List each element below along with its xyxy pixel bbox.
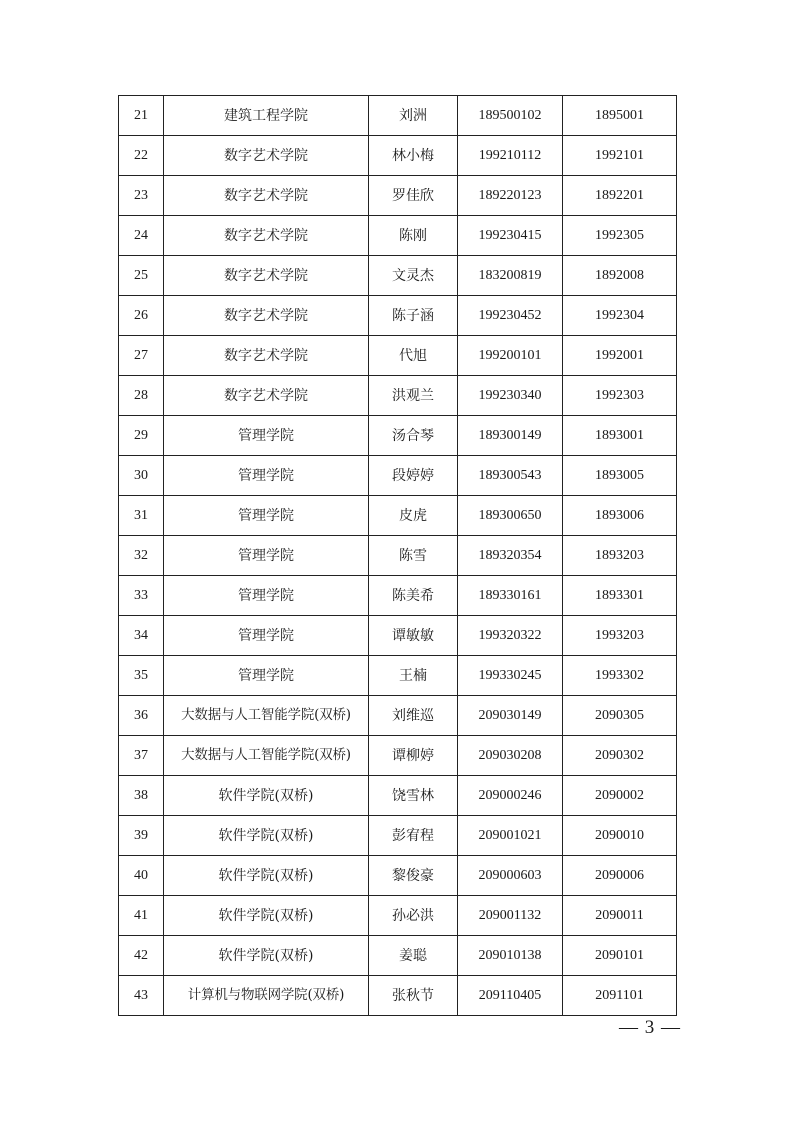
- student-name-cell: 文灵杰: [369, 256, 458, 296]
- student-id-cell: 189500102: [458, 96, 563, 136]
- table-row: [119, 896, 677, 936]
- student-name-cell: 陈刚: [369, 216, 458, 256]
- student-name-cell: 王楠: [369, 656, 458, 696]
- college-cell: 软件学院(双桥): [164, 936, 369, 976]
- table-row: [119, 416, 677, 456]
- student-id-cell: 189300650: [458, 496, 563, 536]
- student-name-cell: 陈子涵: [369, 296, 458, 336]
- college-cell: 计算机与物联网学院(双桥): [164, 976, 369, 1016]
- class-id-cell: 1992101: [563, 136, 677, 176]
- student-name-cell: 姜聪: [369, 936, 458, 976]
- table-row: [119, 496, 677, 536]
- college-cell: 管理学院: [164, 536, 369, 576]
- table-row: [119, 816, 677, 856]
- student-name-cell: 刘洲: [369, 96, 458, 136]
- table-row: [119, 776, 677, 816]
- class-id-cell: 1895001: [563, 96, 677, 136]
- college-cell: 数字艺术学院: [164, 136, 369, 176]
- table-row: [119, 976, 677, 1016]
- row-number-cell: 37: [119, 736, 164, 776]
- table-row: [119, 576, 677, 616]
- student-name-cell: 彭宥程: [369, 816, 458, 856]
- class-id-cell: 1992303: [563, 376, 677, 416]
- college-cell: 大数据与人工智能学院(双桥): [164, 696, 369, 736]
- row-number-cell: 39: [119, 816, 164, 856]
- class-id-cell: 2090011: [563, 896, 677, 936]
- table-row: [119, 656, 677, 696]
- student-name-cell: 汤合琴: [369, 416, 458, 456]
- row-number-cell: 41: [119, 896, 164, 936]
- table-row: [119, 296, 677, 336]
- student-name-cell: 陈美希: [369, 576, 458, 616]
- college-cell: 建筑工程学院: [164, 96, 369, 136]
- class-id-cell: 2090002: [563, 776, 677, 816]
- student-id-cell: 189220123: [458, 176, 563, 216]
- college-cell: 数字艺术学院: [164, 256, 369, 296]
- row-number-cell: 26: [119, 296, 164, 336]
- student-id-cell: 199200101: [458, 336, 563, 376]
- row-number-cell: 25: [119, 256, 164, 296]
- table-row: [119, 336, 677, 376]
- college-cell: 管理学院: [164, 656, 369, 696]
- student-id-cell: 199320322: [458, 616, 563, 656]
- college-cell: 软件学院(双桥): [164, 856, 369, 896]
- student-id-cell: 189320354: [458, 536, 563, 576]
- class-id-cell: 1993203: [563, 616, 677, 656]
- college-cell: 管理学院: [164, 416, 369, 456]
- student-name-cell: 刘维巡: [369, 696, 458, 736]
- page-number: — 3 —: [619, 1017, 681, 1038]
- student-id-cell: 199230415: [458, 216, 563, 256]
- student-id-cell: 209030149: [458, 696, 563, 736]
- student-id-cell: 209010138: [458, 936, 563, 976]
- student-name-cell: 饶雪林: [369, 776, 458, 816]
- student-name-cell: 谭敏敏: [369, 616, 458, 656]
- class-id-cell: 2090010: [563, 816, 677, 856]
- table-row: [119, 736, 677, 776]
- student-id-cell: 209000603: [458, 856, 563, 896]
- row-number-cell: 29: [119, 416, 164, 456]
- row-number-cell: 30: [119, 456, 164, 496]
- row-number-cell: 38: [119, 776, 164, 816]
- class-id-cell: 2090101: [563, 936, 677, 976]
- row-number-cell: 22: [119, 136, 164, 176]
- class-id-cell: 1893006: [563, 496, 677, 536]
- row-number-cell: 24: [119, 216, 164, 256]
- class-id-cell: 2090006: [563, 856, 677, 896]
- student-name-cell: 罗佳欣: [369, 176, 458, 216]
- class-id-cell: 2090305: [563, 696, 677, 736]
- student-id-cell: 209110405: [458, 976, 563, 1016]
- row-number-cell: 28: [119, 376, 164, 416]
- table-row: [119, 96, 677, 136]
- college-cell: 管理学院: [164, 576, 369, 616]
- row-number-cell: 32: [119, 536, 164, 576]
- table-row: [119, 256, 677, 296]
- student-name-cell: 段婷婷: [369, 456, 458, 496]
- table-row: [119, 216, 677, 256]
- student-id-cell: 199230340: [458, 376, 563, 416]
- row-number-cell: 21: [119, 96, 164, 136]
- student-id-cell: 183200819: [458, 256, 563, 296]
- student-id-cell: 199330245: [458, 656, 563, 696]
- student-name-cell: 林小梅: [369, 136, 458, 176]
- student-id-cell: 189300149: [458, 416, 563, 456]
- class-id-cell: 1993302: [563, 656, 677, 696]
- class-id-cell: 1893203: [563, 536, 677, 576]
- student-name-cell: 孙必洪: [369, 896, 458, 936]
- student-id-cell: 209001132: [458, 896, 563, 936]
- row-number-cell: 40: [119, 856, 164, 896]
- student-name-cell: 代旭: [369, 336, 458, 376]
- class-id-cell: 1992001: [563, 336, 677, 376]
- table-row: [119, 136, 677, 176]
- table-row: [119, 456, 677, 496]
- table-row: [119, 376, 677, 416]
- class-id-cell: 2091101: [563, 976, 677, 1016]
- student-id-cell: 209000246: [458, 776, 563, 816]
- student-name-cell: 黎俊豪: [369, 856, 458, 896]
- student-id-cell: 189330161: [458, 576, 563, 616]
- college-cell: 管理学院: [164, 616, 369, 656]
- class-id-cell: 1892201: [563, 176, 677, 216]
- row-number-cell: 34: [119, 616, 164, 656]
- college-cell: 软件学院(双桥): [164, 816, 369, 856]
- table-row: [119, 936, 677, 976]
- row-number-cell: 43: [119, 976, 164, 1016]
- class-id-cell: 2090302: [563, 736, 677, 776]
- student-id-cell: 209030208: [458, 736, 563, 776]
- college-cell: 数字艺术学院: [164, 296, 369, 336]
- college-cell: 数字艺术学院: [164, 216, 369, 256]
- class-id-cell: 1992305: [563, 216, 677, 256]
- college-cell: 数字艺术学院: [164, 376, 369, 416]
- table-row: [119, 176, 677, 216]
- row-number-cell: 27: [119, 336, 164, 376]
- student-id-cell: 189300543: [458, 456, 563, 496]
- table-row: [119, 536, 677, 576]
- row-number-cell: 31: [119, 496, 164, 536]
- table-row: [119, 856, 677, 896]
- row-number-cell: 36: [119, 696, 164, 736]
- class-id-cell: 1893301: [563, 576, 677, 616]
- college-cell: 软件学院(双桥): [164, 896, 369, 936]
- college-cell: 数字艺术学院: [164, 336, 369, 376]
- student-id-cell: 199210112: [458, 136, 563, 176]
- student-id-cell: 209001021: [458, 816, 563, 856]
- class-id-cell: 1893005: [563, 456, 677, 496]
- row-number-cell: 35: [119, 656, 164, 696]
- class-id-cell: 1892008: [563, 256, 677, 296]
- student-name-cell: 洪观兰: [369, 376, 458, 416]
- row-number-cell: 23: [119, 176, 164, 216]
- student-roster-table: [118, 95, 677, 1016]
- roster-body: [119, 96, 677, 1016]
- student-id-cell: 199230452: [458, 296, 563, 336]
- class-id-cell: 1893001: [563, 416, 677, 456]
- student-name-cell: 陈雪: [369, 536, 458, 576]
- class-id-cell: 1992304: [563, 296, 677, 336]
- college-cell: 软件学院(双桥): [164, 776, 369, 816]
- college-cell: 管理学院: [164, 496, 369, 536]
- student-name-cell: 皮虎: [369, 496, 458, 536]
- student-name-cell: 谭柳婷: [369, 736, 458, 776]
- table-row: [119, 696, 677, 736]
- student-name-cell: 张秋节: [369, 976, 458, 1016]
- college-cell: 数字艺术学院: [164, 176, 369, 216]
- row-number-cell: 33: [119, 576, 164, 616]
- college-cell: 大数据与人工智能学院(双桥): [164, 736, 369, 776]
- table-row: [119, 616, 677, 656]
- row-number-cell: 42: [119, 936, 164, 976]
- college-cell: 管理学院: [164, 456, 369, 496]
